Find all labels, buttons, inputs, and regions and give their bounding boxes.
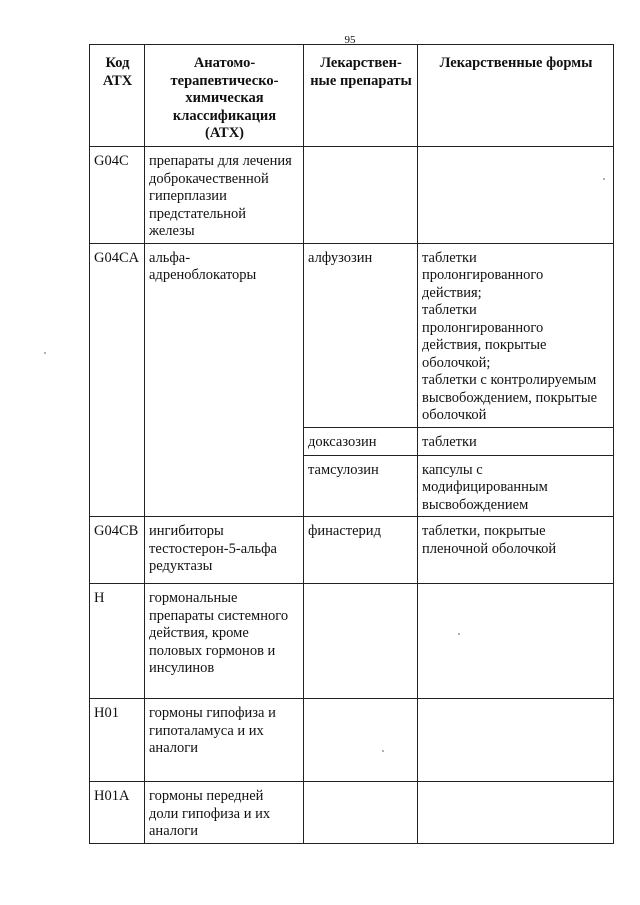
classification-line: гормоны передней	[149, 788, 264, 804]
scan-speck	[458, 633, 460, 635]
form-cell	[418, 427, 614, 455]
drug-cell: тамсулозин	[304, 455, 418, 517]
classification-cell	[145, 517, 304, 584]
classification-line: доброкачественной	[149, 170, 269, 187]
header-code-line: АТХ	[102, 72, 133, 89]
table-row	[90, 584, 614, 699]
atc-code-cell: H01	[90, 699, 145, 782]
header-drugs-line: Лекарствен-	[320, 55, 402, 71]
header-code	[90, 45, 145, 147]
classification-line: альфа-	[149, 249, 191, 266]
table-row	[90, 147, 614, 244]
header-classification-line: Анатомо-	[193, 55, 256, 71]
classification-line: гиперплазии	[149, 188, 227, 204]
classification-cell	[145, 782, 304, 844]
atc-code-cell: H	[90, 584, 145, 699]
drug-cell	[304, 584, 418, 699]
table-row	[90, 699, 614, 782]
form-cell	[418, 455, 614, 517]
classification-line: тестостерон-5-альфа	[149, 540, 277, 557]
classification-line: половых гормонов и	[149, 642, 276, 659]
classification-cell	[145, 243, 304, 517]
scan-speck	[382, 750, 384, 752]
form-line: действия, покрытые	[422, 337, 547, 353]
drug-cell: доксазозин	[304, 427, 418, 455]
form-line: таблетки	[422, 433, 477, 450]
header-classification	[145, 45, 304, 147]
classification-cell	[145, 699, 304, 782]
form-line: действия;	[422, 284, 482, 301]
classification-line: аналоги	[149, 740, 198, 756]
classification-line: препараты системного	[149, 607, 289, 624]
classification-line: доли гипофиза и их	[149, 805, 271, 822]
header-drugs-line: ные препараты	[310, 72, 412, 89]
form-line: высвобождением, покрытые	[422, 389, 598, 406]
atc-drug-table	[89, 44, 614, 844]
form-cell	[418, 243, 614, 427]
form-line: оболочкой	[422, 407, 487, 423]
header-code-line: Код	[105, 55, 130, 71]
form-line: капсулы с	[422, 461, 483, 478]
header-forms	[418, 45, 614, 147]
atc-code-cell: G04CB	[90, 517, 145, 584]
drug-cell	[304, 699, 418, 782]
scan-speck	[603, 178, 605, 180]
form-line: пленочной оболочкой	[422, 540, 557, 557]
form-cell	[418, 699, 614, 782]
scan-speck	[44, 352, 46, 354]
drug-cell	[304, 782, 418, 844]
table-header-row	[90, 45, 614, 147]
classification-line: железы	[149, 223, 195, 239]
header-forms-line: Лекарственные формы	[439, 55, 593, 71]
classification-line: препараты для лечения	[149, 153, 292, 169]
table-row	[90, 782, 614, 844]
form-cell	[418, 147, 614, 244]
drug-cell: финастерид	[304, 517, 418, 584]
header-classification-line: классификация	[172, 107, 277, 124]
form-line: таблетки с контролируемым	[422, 372, 597, 388]
form-cell	[418, 517, 614, 584]
atc-code-cell: G04CA	[90, 243, 145, 517]
classification-cell	[145, 584, 304, 699]
page-number: 95	[344, 34, 356, 46]
table-row	[90, 243, 614, 427]
form-line: оболочкой;	[422, 354, 491, 371]
form-line: таблетки, покрытые	[422, 523, 546, 539]
classification-line: гормоны гипофиза и	[149, 705, 276, 721]
form-cell	[418, 584, 614, 699]
atc-code-cell: H01A	[90, 782, 145, 844]
classification-line: гипоталамуса и их	[149, 722, 264, 739]
classification-line: предстательной	[149, 205, 247, 222]
header-classification-line: химическая	[185, 90, 264, 106]
table-row	[90, 517, 614, 584]
form-line: пролонгированного	[422, 319, 544, 336]
classification-line: инсулинов	[149, 660, 215, 676]
classification-line: адреноблокаторы	[149, 267, 257, 283]
classification-line: гормональные	[149, 590, 238, 606]
form-cell	[418, 782, 614, 844]
classification-line: аналоги	[149, 823, 198, 839]
form-line: таблетки	[422, 302, 477, 318]
form-line: пролонгированного	[422, 267, 544, 283]
classification-cell	[145, 147, 304, 244]
header-classification-line: (АТХ)	[205, 125, 244, 141]
form-line: модифицированным	[422, 479, 548, 495]
form-line: высвобождением	[422, 496, 529, 513]
drug-cell	[304, 147, 418, 244]
atc-code-cell: G04C	[90, 147, 145, 244]
classification-line: действия, кроме	[149, 625, 249, 641]
header-drugs	[304, 45, 418, 147]
form-line: таблетки	[422, 249, 477, 266]
header-classification-line: терапевтическо-	[170, 72, 279, 89]
drug-cell: алфузозин	[304, 243, 418, 427]
classification-line: ингибиторы	[149, 523, 224, 539]
classification-line: редуктазы	[149, 558, 213, 574]
